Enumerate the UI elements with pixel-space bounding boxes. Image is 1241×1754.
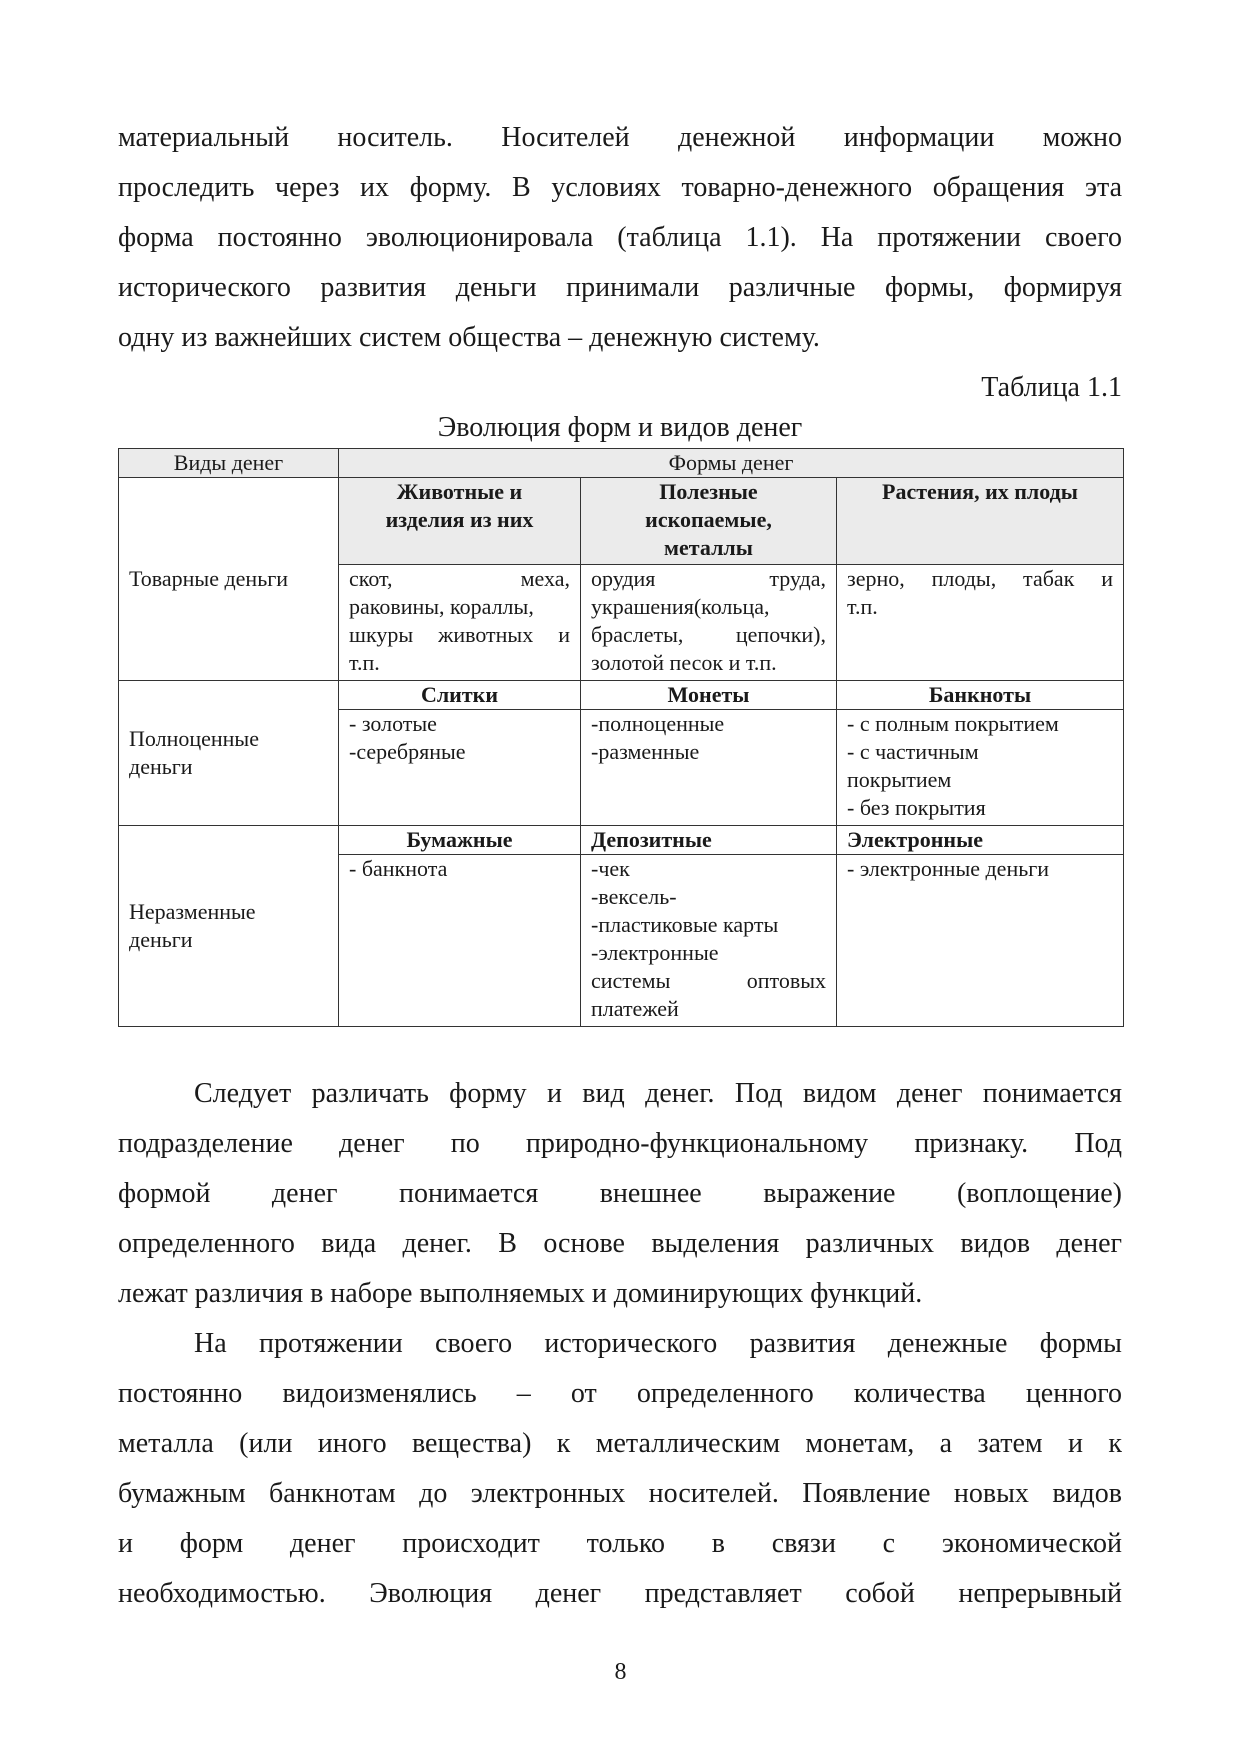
text-line: определенного вида денег. В основе выделения различных видов денег [118, 1228, 1122, 1259]
money-type-full-value [119, 681, 339, 826]
cell-text: -серебряные [349, 739, 466, 764]
form-header [581, 478, 837, 565]
text-line: Следует различать форму и вид денег. Под видом денег понимается [194, 1078, 1122, 1109]
table-cell [581, 855, 837, 1027]
cell-text: - золотые [349, 711, 437, 736]
cell-text: ископаемые, [645, 507, 772, 532]
table-row [119, 826, 1124, 855]
text-line: форма постоянно эволюционировала (таблица 1.1). На протяжении своего [118, 222, 1122, 253]
table-cell [339, 565, 581, 681]
cell-text: изделия из них [385, 507, 534, 532]
cell-text: раковины, кораллы, [349, 594, 534, 619]
cell-text: - банкнота [349, 856, 448, 881]
form-header: Депозитные [581, 826, 837, 855]
form-header: Слитки [339, 681, 581, 710]
form-header [837, 478, 1124, 565]
cell-text: -электронные [591, 940, 719, 965]
header-money-types: Виды денег [119, 449, 339, 478]
cell-text: - с частичным [847, 739, 979, 764]
text-line: исторического развития деньги принимали различные формы, формируя [118, 272, 1122, 303]
cell-text: деньги [129, 927, 193, 952]
table-cell [837, 710, 1124, 826]
page-number: 8 [614, 1659, 627, 1685]
table-cell [339, 710, 581, 826]
cell-text: -пластиковые карты [591, 912, 779, 937]
text-line: материальный носитель. Носителей денежной информации можно [118, 122, 1122, 153]
text-line: лежат различия в наборе выполняемых и доминирующих функций. [118, 1278, 923, 1309]
cell-text: орудия труда, [591, 566, 826, 591]
money-forms-table [118, 448, 1124, 1027]
cell-text: скот, меха, [349, 566, 570, 591]
cell-text: Неразменные [129, 899, 256, 924]
cell-text: зерно, плоды, табак и [847, 566, 1113, 591]
form-header [339, 478, 581, 565]
money-type-commodity [119, 478, 339, 681]
paragraph-historical-development [118, 1319, 1122, 1619]
cell-text: -разменные [591, 739, 700, 764]
form-header: Бумажные [339, 826, 581, 855]
cell-text: - с полным покрытием [847, 711, 1059, 736]
table-cell [581, 565, 837, 681]
table-cell [837, 565, 1124, 681]
cell-text: т.п. [349, 650, 380, 675]
cell-text: деньги [129, 754, 193, 779]
cell-text: покрытием [847, 767, 952, 792]
cell-text: Животные и [396, 479, 523, 504]
text-line: На протяжении своего исторического развития денежные формы [194, 1328, 1122, 1359]
cell-text: Товарные деньги [129, 566, 289, 591]
cell-text: - без покрытия [847, 795, 986, 820]
table-cell [581, 710, 837, 826]
cell-text: Полноценные [129, 726, 259, 751]
table-number: Таблица 1.1 [981, 372, 1122, 403]
text-line: проследить через их форму. В условиях товарно-денежного обращения эта [118, 172, 1122, 203]
cell-text: Полезные [659, 479, 758, 504]
text-line: формой денег понимается внешнее выражение (воплощение) [118, 1178, 1122, 1209]
text-line: металла (или иного вещества) к металлическим монетам, а затем и к [118, 1428, 1122, 1459]
cell-text: -чек [591, 856, 630, 881]
money-type-fiat [119, 826, 339, 1027]
cell-text: т.п. [847, 594, 878, 619]
cell-text: платежей [591, 996, 679, 1021]
cell-text: -полноценные [591, 711, 725, 736]
cell-text: - электронные деньги [847, 856, 1050, 881]
header-money-forms: Формы денег [339, 449, 1124, 478]
text-line: подразделение денег по природно-функциональному признаку. Под [118, 1128, 1122, 1159]
intro-paragraph [118, 113, 1122, 363]
form-header: Банкноты [837, 681, 1124, 710]
table-caption: Эволюция форм и видов денег [437, 412, 803, 443]
form-header: Электронные [837, 826, 1124, 855]
cell-text: -вексель- [591, 884, 677, 909]
table-cell [339, 855, 581, 1027]
text-line: необходимостью. Эволюция денег представляет собой непрерывный [118, 1578, 1122, 1609]
table-row [119, 681, 1124, 710]
table-row [119, 478, 1124, 565]
form-header: Монеты [581, 681, 837, 710]
cell-text: системы оптовых [591, 968, 826, 993]
cell-text: золотой песок и т.п. [591, 650, 777, 675]
cell-text: металлы [664, 535, 753, 560]
cell-text: Растения, их плоды [882, 479, 1078, 504]
table-header-row [119, 449, 1124, 478]
text-line: одну из важнейших систем общества – денежную систему. [118, 322, 820, 353]
cell-text: украшения(кольца, [591, 594, 770, 619]
cell-text: браслеты, цепочки), [591, 622, 826, 647]
text-line: и форм денег происходит только в связи с экономической [118, 1528, 1122, 1559]
table-cell [837, 855, 1124, 1027]
text-line: бумажным банкнотам до электронных носителей. Появление новых видов [118, 1478, 1122, 1509]
cell-text: шкуры животных и [349, 622, 570, 647]
text-line: постоянно видоизменялись – от определенного количества ценного [118, 1378, 1122, 1409]
paragraph-form-and-kind [118, 1069, 1122, 1319]
